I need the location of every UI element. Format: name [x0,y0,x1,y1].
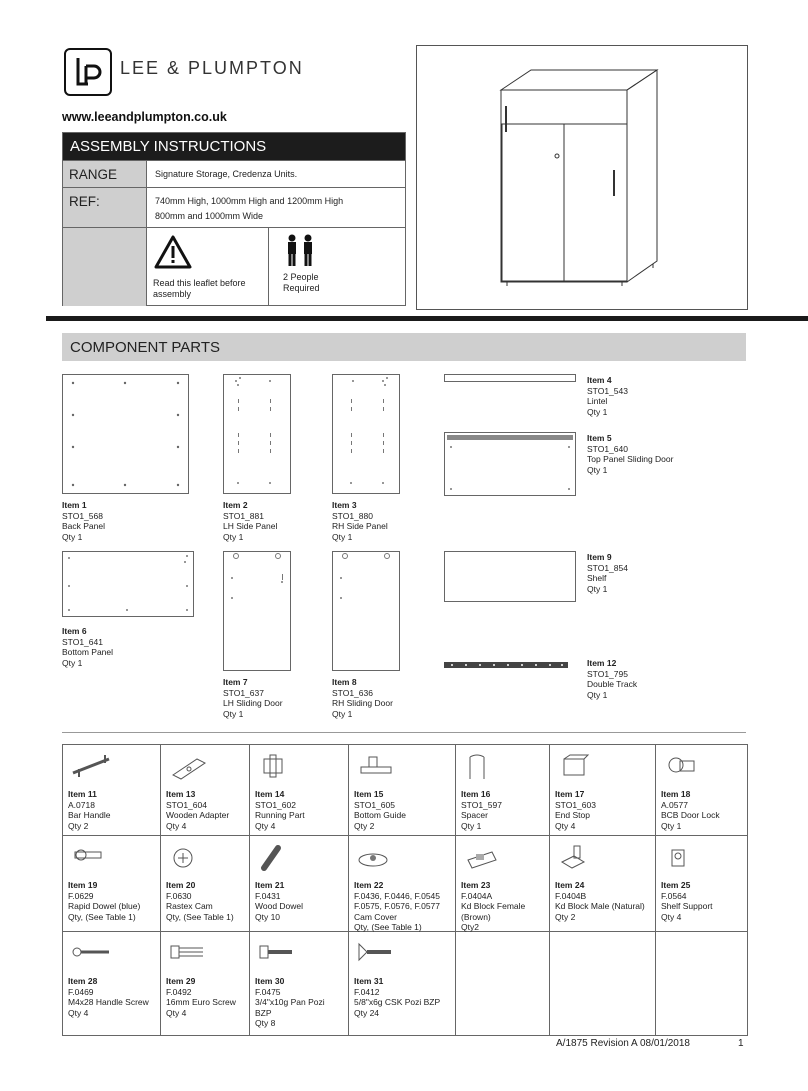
hardware-detail: Qty 4 [555,820,576,831]
component-code: STO1_568 [62,510,103,521]
warning-cell [147,228,269,306]
hardware-cell-euro-screw [161,932,250,1035]
page-number: 1 [738,1038,744,1049]
hardware-cell-wood-dowel [250,836,349,932]
hardware-item-number: Item 28 [68,976,98,986]
component-name: Lintel [587,396,608,406]
hardware-label [255,789,305,831]
hardware-detail: F.0469 [68,986,94,997]
brand-logo [64,48,112,96]
people-text-2: Required [283,283,320,293]
component-item-6 [62,626,113,668]
hardware-detail: BCB Door Lock [661,810,720,820]
hardware-detail: Qty 2 [68,820,89,831]
component-name: LH Sliding Door [223,698,283,708]
hardware-cell-shelf-support [656,836,747,932]
hardware-detail: Qty, (See Table 1) [166,911,234,922]
hardware-label [661,789,720,831]
component-qty: Qty 1 [62,531,83,542]
hardware-detail: F.0431 [255,890,281,901]
rastex-cam-icon [167,842,211,874]
hardware-detail: STO1_602 [255,799,296,810]
component-code: STO1_795 [587,668,628,679]
hardware-detail: Kd Block Female [461,901,526,911]
component-code: STO1_637 [223,687,264,698]
hardware-label [461,789,502,831]
hardware-detail: Qty 24 [354,1007,380,1018]
hardware-label [555,789,596,831]
lh-sliding-door-drawing [223,551,291,671]
hardware-detail: F.0404A [461,890,493,901]
component-item-number: Item 6 [62,626,87,636]
people-cell [269,228,405,306]
kd-block-male-icon [556,842,600,874]
component-item-number: Item 2 [223,500,248,510]
hardware-label [661,880,713,922]
hardware-item-number: Item 15 [354,789,384,799]
hardware-detail: (Brown) [461,911,491,922]
hardware-detail: Cam Cover [354,911,397,922]
hardware-item-number: Item 11 [68,789,97,799]
hardware-detail: Rastex Cam [166,901,213,911]
component-item-number: Item 7 [223,677,248,687]
component-name: RH Sliding Door [332,698,393,708]
component-qty: Qty 1 [587,583,608,594]
running-part-icon [256,751,300,783]
hardware-label [255,976,325,1029]
door-lock-icon [662,751,706,783]
revision-info: A/1875 Revision A 08/01/2018 [556,1038,690,1049]
hardware-detail: Qty 4 [255,820,276,831]
assembly-instructions-box [62,132,406,306]
hardware-item-number: Item 31 [354,976,384,986]
hardware-item-number: Item 30 [255,976,285,986]
hardware-cell-handle-screw [63,932,161,1035]
wood-dowel-icon [256,842,300,874]
component-item-2 [223,500,277,542]
hardware-cell-wooden-adapter [161,745,250,836]
bottom-panel-drawing [62,551,194,617]
component-item-number: Item 5 [587,433,612,443]
hardware-detail: Qty 10 [255,911,281,922]
hardware-item-number: Item 17 [555,789,585,799]
hardware-detail: 5/8"x6g CSK Pozi BZP [354,997,441,1007]
hardware-detail: F.0575, F.0576, F.0577 [354,901,441,911]
hardware-item-number: Item 22 [354,880,384,890]
hardware-detail: Wood Dowel [255,901,304,911]
rh-sliding-door-drawing [332,551,400,671]
hardware-label [166,880,234,922]
hardware-detail: 16mm Euro Screw [166,997,236,1007]
hardware-label [354,789,406,831]
hardware-detail: Qty 1 [461,820,482,831]
hardware-label [555,880,645,922]
hardware-detail: STO1_597 [461,799,502,810]
component-item-7 [223,677,283,719]
ref-value-line-2: 800mm and 1000mm Wide [155,211,264,221]
pan-pozi-screw-icon [256,938,300,970]
handle-screw-icon [69,938,113,970]
hardware-detail: Qty2 [461,922,479,932]
component-code: STO1_641 [62,636,103,647]
component-qty: Qty 1 [223,531,244,542]
range-row [63,160,405,187]
component-name: Top Panel Sliding Door [587,454,674,464]
hardware-detail: Qty 2 [354,820,375,831]
hardware-divider [62,732,746,733]
hardware-detail: Bar Handle [68,810,111,820]
component-qty: Qty 1 [223,708,244,719]
hardware-grid [62,744,748,1036]
hardware-detail: STO1_604 [166,799,207,810]
hardware-detail: F.0475 [255,986,281,997]
hardware-detail: Spacer [461,810,488,820]
component-code: STO1_854 [587,562,628,573]
hardware-detail: BZP [255,1007,272,1018]
ref-label: REF: [63,188,147,227]
hardware-detail: F.0404B [555,890,587,901]
hardware-cell-pan-pozi-screw [250,932,349,1035]
hardware-detail: F.0629 [68,890,94,901]
component-code: STO1_636 [332,687,373,698]
hardware-detail: Qty 4 [661,911,682,922]
ref-value [147,188,405,227]
hardware-cell-kd-block-female [456,836,550,932]
hardware-detail: A.0577 [661,799,688,810]
component-code: STO1_880 [332,510,373,521]
hardware-label [354,976,440,1018]
warning-text-2: assembly [153,289,192,299]
rapid-dowel-icon [69,842,113,874]
bar-handle-icon [69,751,113,783]
hardware-detail: 3/4"x10g Pan Pozi [255,997,325,1007]
wooden-adapter-icon [167,751,211,783]
component-code: STO1_543 [587,385,628,396]
hardware-item-number: Item 16 [461,789,491,799]
hardware-detail: End Stop [555,810,590,820]
hardware-cell-empty [656,932,747,1035]
notice-blank-label [63,228,147,306]
hardware-cell-cam-cover [349,836,456,932]
hardware-cell-empty [456,932,550,1035]
double-track-drawing [444,656,568,664]
people-text-1: 2 People [283,272,319,282]
euro-screw-icon [167,938,211,970]
back-panel-drawing [62,374,189,494]
hardware-cell-running-part [250,745,349,836]
hardware-cell-kd-block-male [550,836,656,932]
hardware-detail: Bottom Guide [354,810,406,820]
hardware-label [166,976,236,1018]
ref-row [63,187,405,227]
hardware-label [461,880,525,933]
hardware-detail: Qty, (See Table 1) [354,922,422,932]
hardware-detail: Qty 8 [255,1018,276,1028]
hardware-detail: F.0492 [166,986,192,997]
lh-side-panel-drawing [223,374,291,494]
hardware-detail: F.0436, F.0446, F.0545 [354,890,441,901]
component-name: Shelf [587,573,607,583]
hardware-label [255,880,303,922]
component-code: STO1_881 [223,510,264,521]
hardware-label [68,976,149,1018]
hardware-item-number: Item 14 [255,789,285,799]
component-item-3 [332,500,388,542]
component-qty: Qty 1 [587,406,608,417]
component-item-number: Item 1 [62,500,87,510]
hardware-cell-rapid-dowel [63,836,161,932]
component-item-number: Item 4 [587,375,612,385]
component-name: Double Track [587,679,638,689]
website-url[interactable]: www.leeandplumpton.co.uk [62,110,227,124]
component-parts-heading: COMPONENT PARTS [62,333,746,361]
hardware-detail: STO1_605 [354,799,395,810]
hardware-cell-bar-handle [63,745,161,836]
hardware-label [166,789,229,831]
section-divider [46,316,808,321]
brand-name: LEE & PLUMPTON [120,58,304,78]
cam-cover-icon [355,842,399,874]
component-item-number: Item 12 [587,658,617,668]
component-item-1 [62,500,105,542]
assembly-title: ASSEMBLY INSTRUCTIONS [63,133,405,160]
hardware-item-number: Item 19 [68,880,98,890]
sliding-door-cabinet-drawing [417,46,747,309]
hardware-detail: Qty, (See Table 1) [68,911,136,922]
hardware-detail: Rapid Dowel (blue) [68,901,141,911]
hardware-label [68,789,111,831]
range-label: RANGE [63,161,147,187]
hardware-item-number: Item 23 [461,880,491,890]
component-item-4 [587,375,628,417]
rh-side-panel-drawing [332,374,400,494]
hardware-label [68,880,140,922]
product-illustration [416,45,748,310]
lintel-drawing [444,374,576,382]
hardware-cell-rastex-cam [161,836,250,932]
hardware-detail: STO1_603 [555,799,596,810]
hardware-item-number: Item 20 [166,880,196,890]
component-code: STO1_640 [587,443,628,454]
shelf-support-icon [662,842,706,874]
component-item-9 [587,552,628,594]
hardware-detail: Qty 4 [166,1007,187,1018]
component-item-number: Item 3 [332,500,357,510]
csk-pozi-screw-icon [355,938,399,970]
notice-row [63,227,405,306]
component-qty: Qty 1 [62,657,83,668]
hardware-detail: F.0630 [166,890,192,901]
hardware-detail: Qty 1 [661,820,682,831]
component-qty: Qty 1 [332,708,353,719]
component-name: Back Panel [62,521,105,531]
hardware-item-number: Item 24 [555,880,585,890]
hardware-detail: F.0412 [354,986,380,997]
component-name: Bottom Panel [62,647,114,657]
top-panel-drawing [444,432,576,496]
component-qty: Qty 1 [332,531,353,542]
hardware-detail: Kd Block Male (Natural) [555,901,645,911]
component-item-5 [587,433,673,475]
kd-block-female-icon [462,842,506,874]
hardware-detail: Running Part [255,810,305,820]
component-item-8 [332,677,393,719]
component-qty: Qty 1 [587,689,608,700]
hardware-label [354,880,440,933]
ref-value-line-1: 740mm High, 1000mm High and 1200mm High [155,196,344,206]
hardware-detail: A.0718 [68,799,95,810]
spacer-icon [462,751,506,783]
hardware-item-number: Item 29 [166,976,196,986]
warning-icon [153,234,193,270]
hardware-detail: F.0564 [661,890,687,901]
hardware-detail: Shelf Support [661,901,713,911]
range-value: Signature Storage, Credenza Units. [155,169,298,179]
end-stop-icon [556,751,600,783]
component-item-12 [587,658,637,700]
component-item-number: Item 9 [587,552,612,562]
two-people-icon [283,234,317,268]
component-name: RH Side Panel [332,521,388,531]
bottom-guide-icon [355,751,399,783]
hardware-cell-spacer [456,745,550,836]
hardware-detail: Qty 4 [166,820,187,831]
shelf-drawing [444,551,576,602]
hardware-item-number: Item 25 [661,880,691,890]
hardware-detail: Qty 4 [68,1007,89,1018]
hardware-detail: Qty 2 [555,911,576,922]
hardware-cell-empty [550,932,656,1035]
hardware-item-number: Item 21 [255,880,285,890]
hardware-cell-csk-pozi-screw [349,932,456,1035]
hardware-detail: Wooden Adapter [166,810,230,820]
hardware-item-number: Item 13 [166,789,196,799]
hardware-cell-end-stop [550,745,656,836]
hardware-item-number: Item 18 [661,789,691,799]
hardware-cell-bottom-guide [349,745,456,836]
component-qty: Qty 1 [587,464,608,475]
hardware-cell-door-lock [656,745,747,836]
component-item-number: Item 8 [332,677,357,687]
warning-text-1: Read this leaflet before [153,278,246,288]
component-name: LH Side Panel [223,521,278,531]
hardware-detail: M4x28 Handle Screw [68,997,149,1007]
